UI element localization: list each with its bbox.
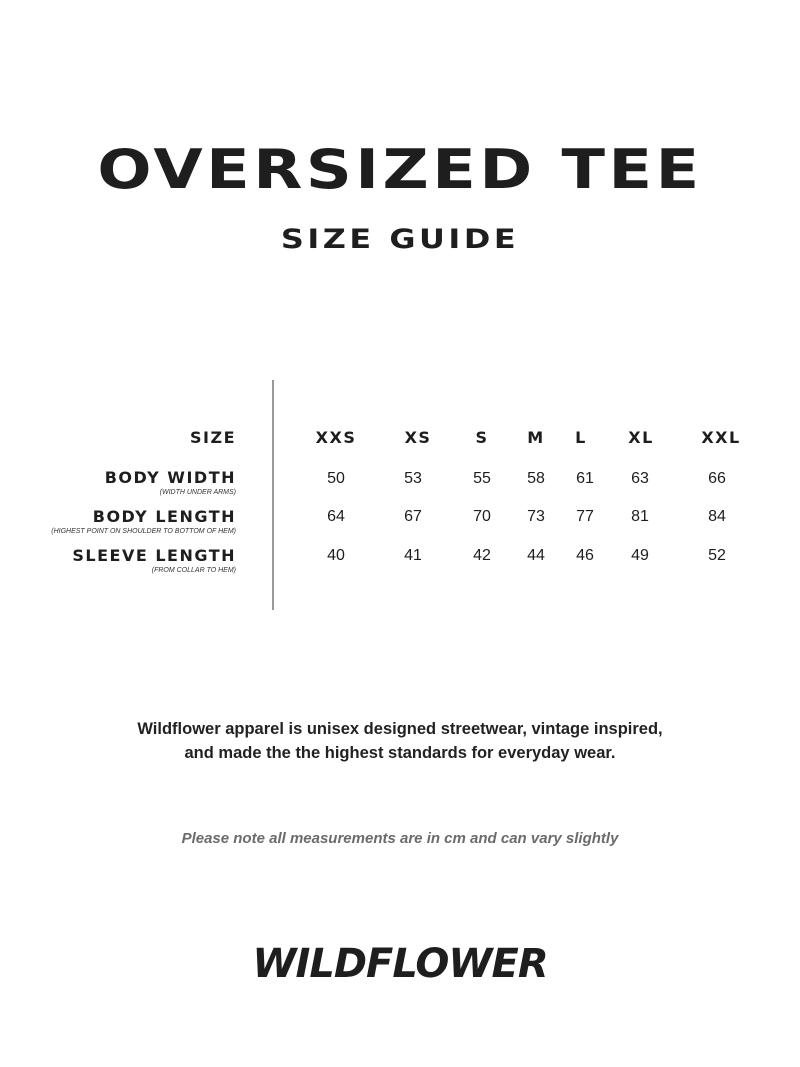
row-label-body-width: BODY WIDTH (104, 468, 236, 487)
table-cell: 44 (527, 547, 545, 564)
size-header-s: S (475, 428, 489, 447)
table-cell: 63 (631, 470, 649, 487)
size-header-m: M (527, 428, 545, 447)
table-cell: 40 (327, 547, 345, 564)
table-divider (272, 380, 274, 610)
size-header-xl: XL (628, 428, 654, 447)
table-cell: 81 (631, 508, 649, 525)
row-label-sleeve-length: SLEEVE LENGTH (72, 546, 236, 565)
table-cell: 41 (404, 547, 422, 564)
table-cell: 49 (631, 547, 649, 564)
table-cell: 52 (708, 547, 726, 564)
page-subtitle: SIZE GUIDE (280, 224, 520, 255)
description-line-1: Wildflower apparel is unisex designed streetwear, vintage inspired, (137, 720, 663, 738)
table-cell: 61 (576, 470, 594, 487)
table-cell: 55 (473, 470, 491, 487)
table-cell: 73 (527, 508, 545, 525)
size-header-xs: XS (404, 428, 432, 447)
table-cell: 64 (327, 508, 345, 525)
row-note-body-length: (HIGHEST POINT ON SHOULDER TO BOTTOM OF HEM) (51, 528, 236, 535)
table-cell: 70 (473, 508, 491, 525)
page-title: OVERSIZED TEE (97, 138, 703, 201)
table-cell: 46 (576, 547, 594, 564)
description-line-2: and made the the highest standards for everyday wear. (184, 744, 616, 762)
table-cell: 67 (404, 508, 422, 525)
row-note-sleeve-length: (FROM COLLAR TO HEM) (151, 567, 236, 574)
row-note-body-width: (WIDTH UNDER ARMS) (159, 489, 236, 496)
size-header-l: L (575, 428, 587, 447)
table-cell: 50 (327, 470, 345, 487)
table-cell: 66 (708, 470, 726, 487)
brand-logo: WILDFLOWER (252, 941, 548, 987)
table-cell: 58 (527, 470, 545, 487)
row-label-body-length: BODY LENGTH (92, 507, 236, 526)
table-cell: 77 (576, 508, 594, 525)
description (0, 717, 800, 765)
measurement-note: Please note all measurements are in cm and can vary slightly (181, 830, 619, 847)
table-cell: 53 (404, 470, 422, 487)
size-header-xxs: XXS (315, 428, 357, 447)
size-header-xxl: XXL (701, 428, 741, 447)
table-cell: 42 (473, 547, 491, 564)
table-cell: 84 (708, 508, 726, 525)
size-header-label: SIZE (189, 428, 236, 447)
